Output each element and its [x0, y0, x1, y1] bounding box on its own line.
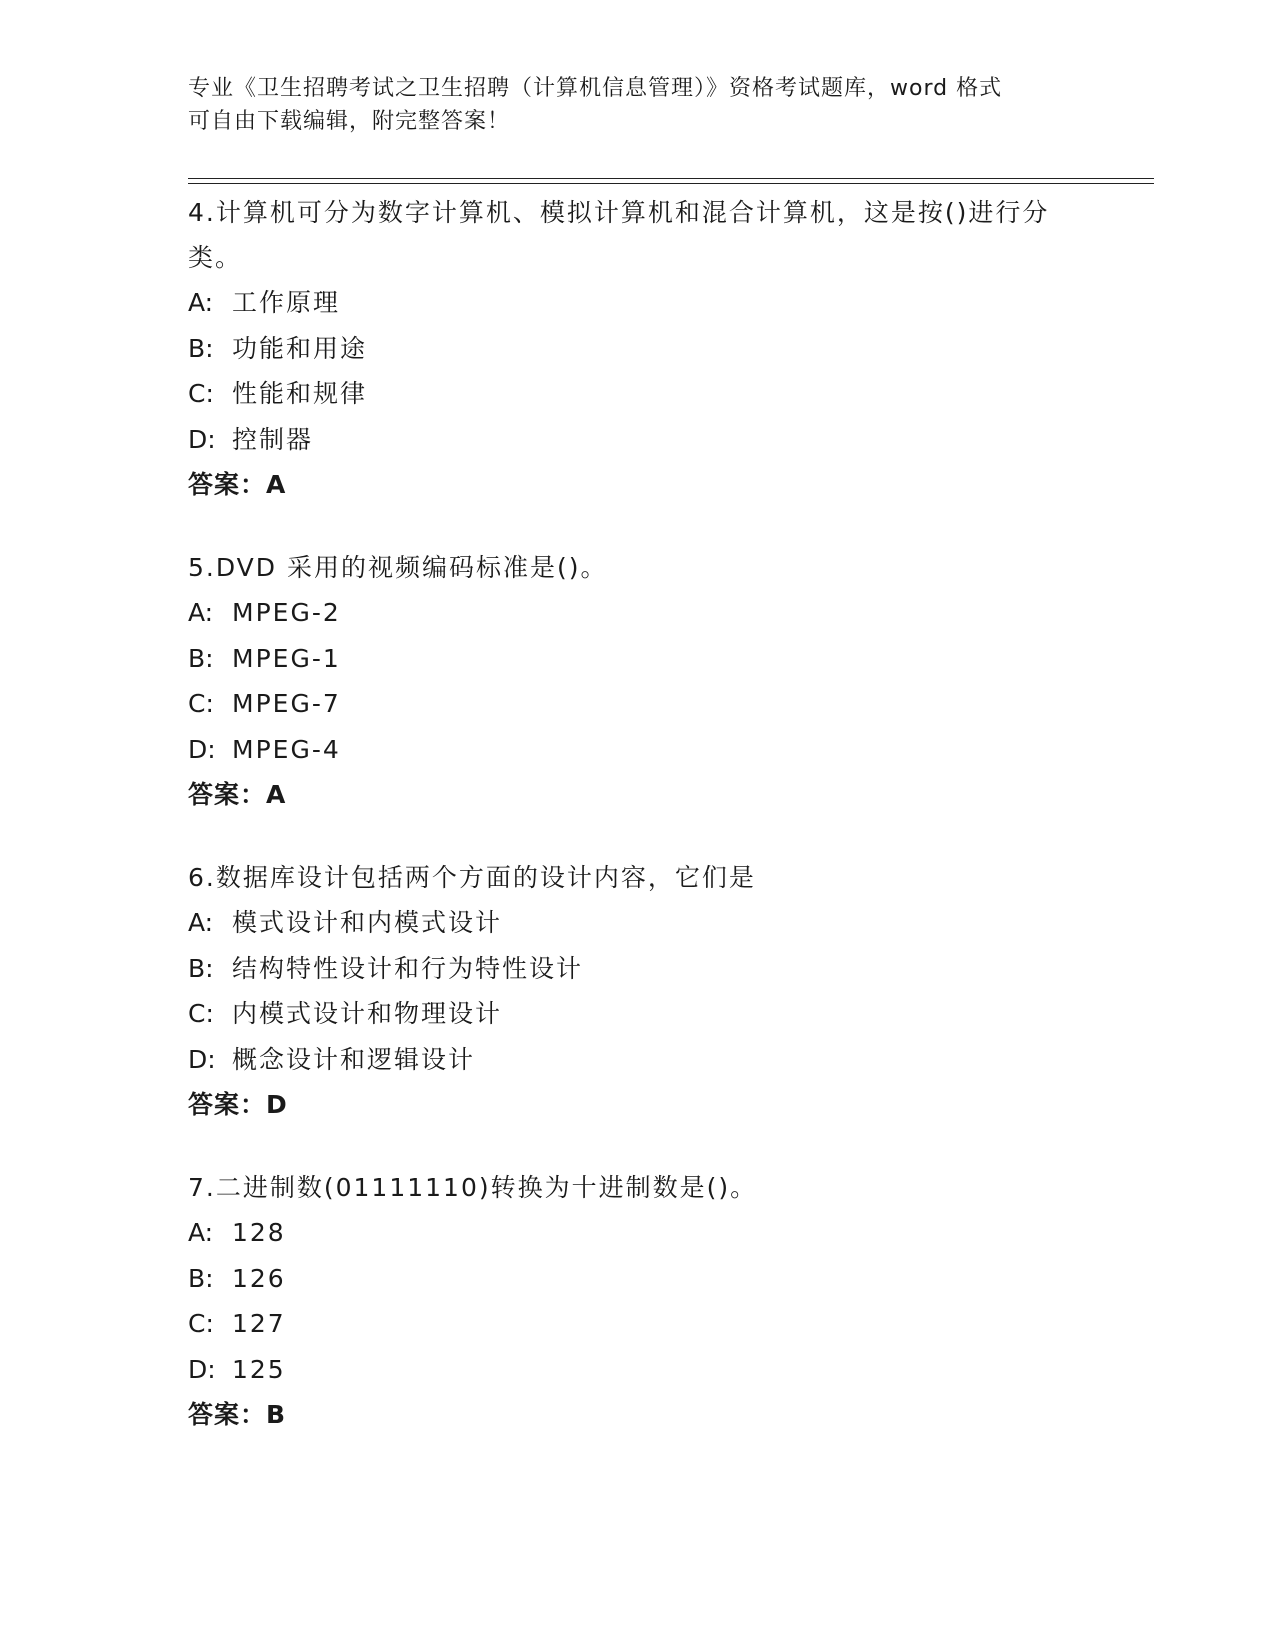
option-b — [188, 1256, 1088, 1302]
option-key: D: — [188, 734, 216, 764]
option-c — [188, 371, 1088, 417]
question-list — [188, 190, 1088, 1475]
option-key: D: — [188, 1044, 216, 1074]
document-header — [188, 72, 1078, 138]
option-b — [188, 636, 1088, 682]
option-c — [188, 681, 1088, 727]
option-d — [188, 727, 1088, 773]
option-key: B: — [188, 1263, 214, 1293]
question-4 — [188, 190, 1088, 507]
option-text: 性能和规律 — [232, 379, 368, 408]
question-stem: 7.二进制数(01111110)转换为十进制数是()。 — [188, 1173, 758, 1202]
answer: 答案：B — [188, 1400, 287, 1429]
option-text: 125 — [232, 1354, 286, 1384]
option-key: A: — [188, 1218, 214, 1247]
option-d — [188, 417, 1088, 463]
option-key: A: — [188, 598, 214, 627]
option-text: 功能和用途 — [232, 333, 368, 363]
option-text: 126 — [232, 1263, 286, 1293]
option-key: C: — [188, 379, 214, 408]
option-key: A: — [188, 288, 214, 317]
option-a — [188, 280, 1088, 326]
option-text: 内模式设计和物理设计 — [232, 999, 503, 1028]
answer: 答案：A — [188, 470, 287, 499]
answer: 答案：D — [188, 1090, 288, 1119]
option-key: B: — [188, 333, 214, 363]
option-key: B: — [188, 643, 214, 673]
option-text: MPEG-1 — [232, 643, 341, 673]
option-a — [188, 900, 1088, 946]
question-5 — [188, 545, 1088, 817]
header-line-2: 可自由下载编辑，附完整答案！ — [188, 109, 511, 134]
answer: 答案：A — [188, 780, 287, 809]
option-c — [188, 1301, 1088, 1347]
option-a — [188, 1210, 1088, 1256]
header-divider — [188, 178, 1154, 184]
option-key: D: — [188, 424, 216, 454]
option-key: C: — [188, 999, 214, 1028]
option-text: 工作原理 — [232, 288, 341, 317]
question-stem: 6.数据库设计包括两个方面的设计内容，它们是 — [188, 863, 756, 892]
option-text: 概念设计和逻辑设计 — [232, 1044, 476, 1074]
option-text: MPEG-7 — [232, 689, 341, 718]
question-7 — [188, 1165, 1088, 1437]
option-key: C: — [188, 689, 214, 718]
option-text: MPEG-2 — [232, 598, 341, 627]
question-6 — [188, 855, 1088, 1127]
option-b — [188, 946, 1088, 992]
option-b — [188, 326, 1088, 372]
option-text: 控制器 — [232, 424, 314, 454]
option-a — [188, 590, 1088, 636]
option-text: 128 — [232, 1218, 286, 1247]
option-text: 模式设计和内模式设计 — [232, 908, 503, 937]
option-c — [188, 991, 1088, 1037]
option-d — [188, 1347, 1088, 1393]
option-text: 结构特性设计和行为特性设计 — [232, 953, 584, 983]
header-line-1: 专业《卫生招聘考试之卫生招聘（计算机信息管理）》资格考试题库，word 格式 — [188, 76, 1003, 101]
option-key: D: — [188, 1354, 216, 1384]
option-key: C: — [188, 1309, 214, 1338]
option-key: A: — [188, 908, 214, 937]
question-stem: 5.DVD 采用的视频编码标准是()。 — [188, 553, 608, 582]
option-text: 127 — [232, 1309, 286, 1338]
option-d — [188, 1037, 1088, 1083]
option-key: B: — [188, 953, 214, 983]
question-stem: 4.计算机可分为数字计算机、模拟计算机和混合计算机，这是按()进行分类。 — [188, 198, 1050, 272]
option-text: MPEG-4 — [232, 734, 341, 764]
